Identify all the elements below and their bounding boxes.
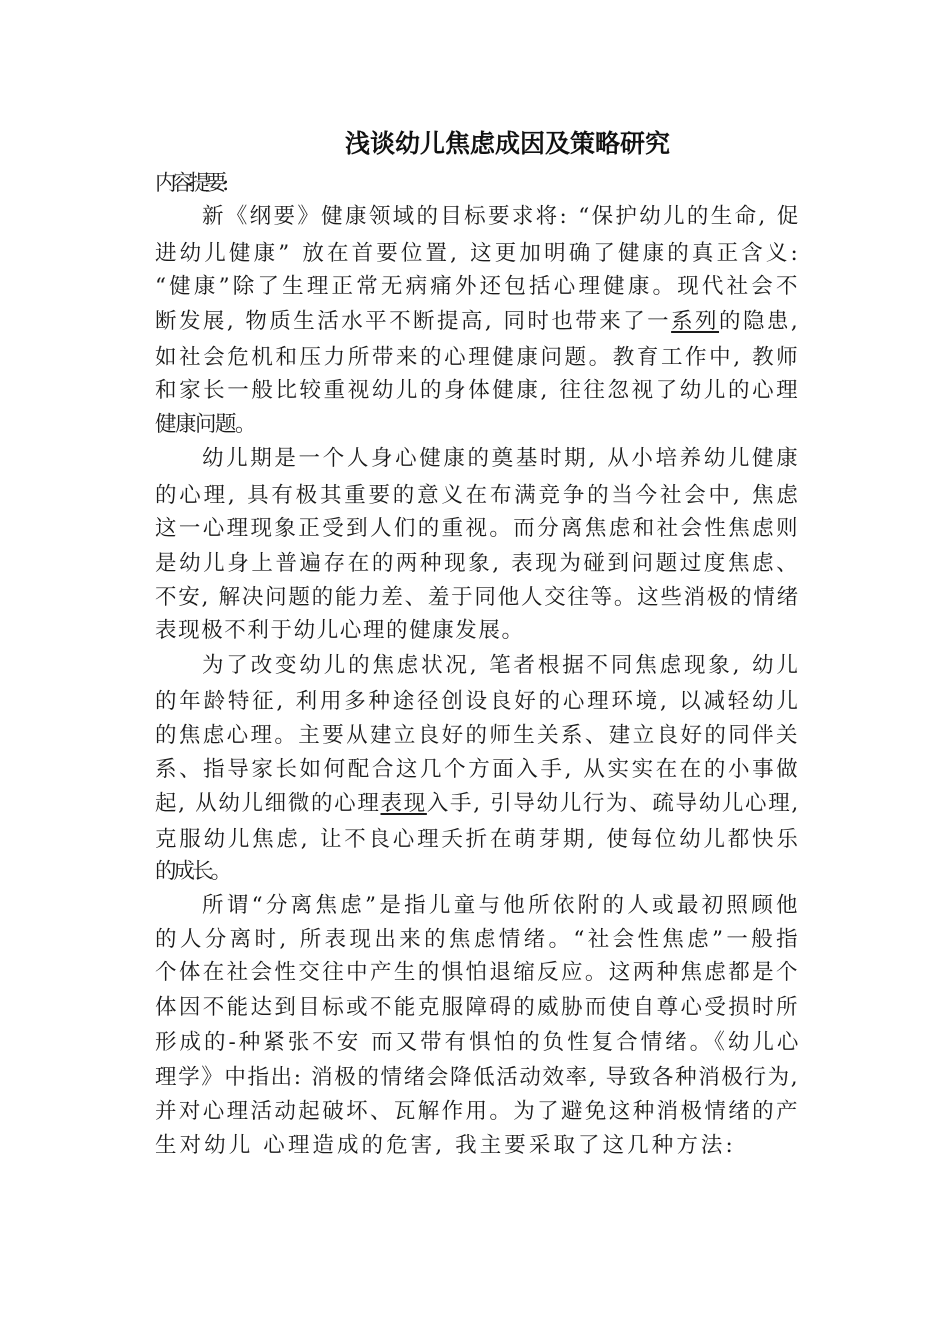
text-run: 这一心理现象正受到人们的重视。而分离焦虑和社会性焦虑则 [155,516,800,541]
text-run: 并对心理活动起破坏、瓦解作用。为了避免这种消极情绪的产 [155,1099,800,1124]
text-run: 断发展, 物质生活水平不断提高, 同时也带来了一 [155,309,672,334]
document-title: 浅谈幼儿焦虑成因及策略研究 [345,129,671,158]
text-line [155,580,800,616]
text-run: 的成长。 [155,859,230,884]
text-run: 形成的-种紧张不安 而又带有惧怕的负性复合情绪。《幼儿心 [155,1030,802,1055]
text-run: 个体在社会性交往中产生的惧怕退缩反应。这两种焦虑都是个 [155,960,800,985]
text-line [202,888,801,924]
text-run: 生对幼儿 心理造成的危害, 我主要采取了这几种方法: [155,1133,736,1158]
text-line [155,955,800,991]
text-run: 起, 从幼儿细微的心理 [155,791,381,816]
text-line [155,718,800,754]
text-line [155,1060,799,1096]
text-run: 和家长一般比较重视幼儿的身体健康, 往往忽视了幼儿的心理 [155,378,801,403]
text-line [202,441,800,477]
text-run: 健康问题。 [155,412,256,437]
text-run: 的隐患, [719,309,801,334]
text-run: 不安, 解决问题的能力差、羞于同他人交往等。这些消极的情绪 [155,585,800,610]
underlined-text: 系列 [671,309,720,334]
text-line [155,752,800,788]
text-run: 入手, 引导幼儿行为、疏导幼儿心理, [426,791,800,816]
text-line [155,340,800,376]
text-line [155,613,525,649]
text-run: 的人分离时, 所表现出来的焦虑情绪。“社会性焦虑”一般指 [155,927,802,952]
text-run: 新《纲要》健康领域的目标要求将: “保护幼儿的生命, 促 [202,204,801,229]
text-line [155,546,800,582]
text-run: 进幼儿健康” 放在首要位置, 这更加明确了健康的真正含义: [155,241,801,266]
text-run: 体因不能达到目标或不能克服障碍的威胁而使自尊心受损时所 [155,995,800,1020]
text-line [155,854,229,890]
text-line [155,407,255,443]
text-line [155,269,801,305]
text-run: 的心理, 具有极其重要的意义在布满竞争的当今社会中, 焦虑 [155,483,801,508]
text-run: 表现极不利于幼儿心理的健康发展。 [155,618,525,643]
text-line [155,990,800,1026]
text-line [155,511,800,547]
text-run: 所谓“分离焦虑”是指儿童与他所依附的人或最初照顾他 [202,893,801,918]
text-line [202,199,801,235]
text-run: 如社会危机和压力所带来的心理健康问题。教育工作中, 教师 [155,345,801,370]
text-run: 克服幼儿焦虑, 让不良心理夭折在萌芽期, 使每位幼儿都快乐 [155,827,801,852]
text-line [155,786,800,822]
text-run: 系、指导家长如何配合这几个方面入手, 从实实在在的小事做 [155,757,801,782]
text-line [155,1128,736,1164]
text-line [155,236,801,272]
underlined-text: 表现 [380,791,427,816]
text-run: 的年龄特征, 利用多种途径创设良好的心理环境, 以减轻幼儿 [155,689,801,714]
text-run: 理学》中指出: 消极的情绪会降低活动效率, 导致各种消极行为, [155,1065,800,1090]
text-run: 的焦虑心理。主要从建立良好的师生关系、建立良好的同伴关 [155,723,800,748]
text-run: 是幼儿身上普遍存在的两种现象, 表现为碰到问题过度焦虑、 [155,551,801,576]
text-line [155,304,800,340]
text-line [155,373,800,409]
text-line [155,166,225,202]
text-line [155,478,801,514]
text-line [202,648,801,684]
text-run: “健康”除了生理正常无病痛外还包括心理健康。现代社会不 [155,274,801,299]
text-line [155,822,801,858]
text-run: 幼儿期是一个人身心健康的奠基时期, 从小培养幼儿健康 [202,446,801,471]
text-run: 为了改变幼儿的焦虑状况, 笔者根据不同焦虑现象, 幼儿 [202,653,801,678]
text-run: 内容提要: [155,171,225,196]
text-line [155,684,801,720]
text-line [155,1094,800,1130]
text-line [155,1025,801,1061]
text-line [155,922,801,958]
